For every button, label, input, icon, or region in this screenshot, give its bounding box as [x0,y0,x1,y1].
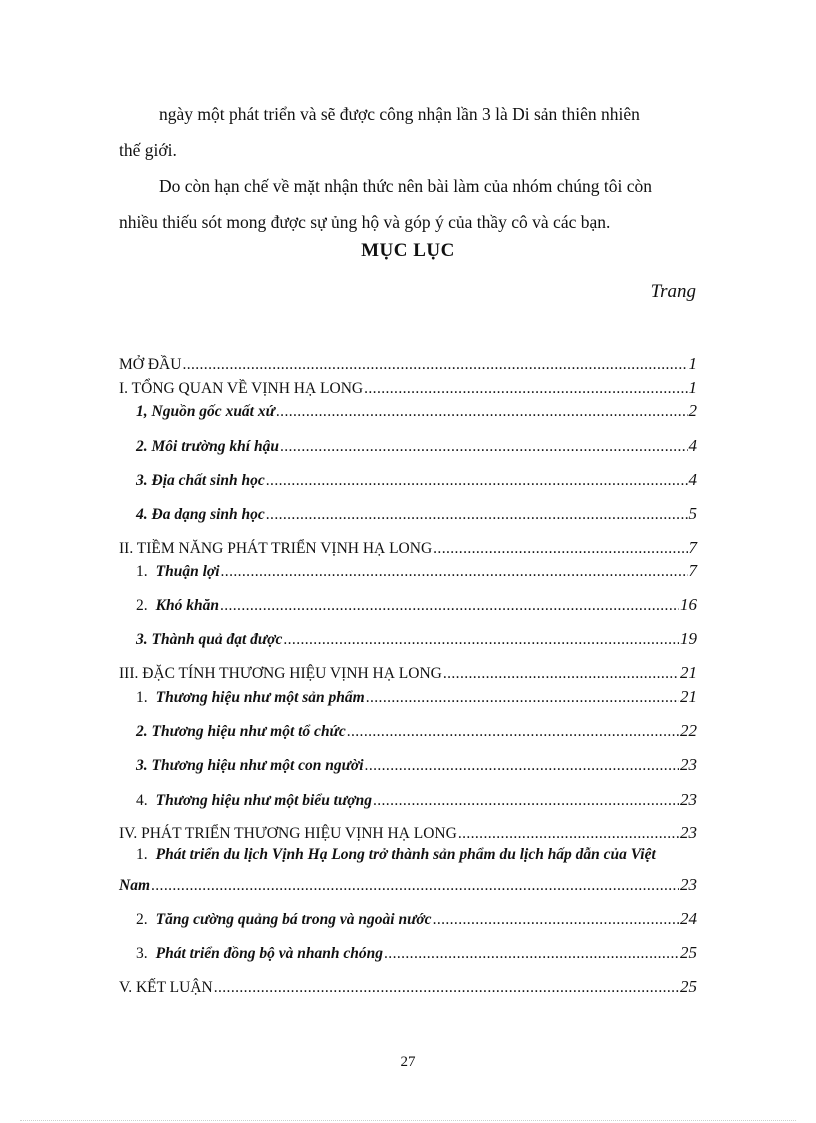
dot-leader [366,689,679,707]
toc-entry[interactable] [119,436,697,456]
toc-entry-page: 23 [680,823,697,842]
dot-leader [458,825,679,843]
intro-line: nhiều thiếu sót mong được sự ủng hộ và góp ý của thầy cô và các bạn. [119,212,611,232]
dot-leader [364,380,687,398]
toc-entry-page: 21 [680,663,697,682]
dot-leader [276,403,688,421]
toc-entry-page: 5 [688,504,697,523]
toc-entry-label: Phát triển du lịch Vịnh Hạ Long trở thành sản phẩm du lịch hấp dẫn của Việt [155,846,656,863]
intro-paragraph-1 [119,96,697,168]
toc-entry-page: 1 [688,354,697,373]
dot-leader [433,540,687,558]
toc-entry-page: 23 [680,790,697,809]
toc-entry[interactable] [119,875,697,895]
toc-entry-label: 2. Môi trường khí hậu [136,438,279,455]
toc-entry-label: III. ĐẶC TÍNH THƯƠNG HIỆU VỊNH HẠ LONG [119,665,442,682]
toc-entry[interactable] [119,663,697,683]
toc-entry-page: 21 [680,687,697,706]
page-number: 27 [400,1054,416,1070]
toc-entry[interactable] [119,595,697,615]
dot-leader [283,631,679,649]
toc-entry-label: Phát triển đồng bộ và nhanh chóng [155,945,384,962]
dot-leader [151,877,679,895]
toc-entry-label: Thương hiệu như một biểu tượng [155,792,372,809]
dot-leader [433,911,679,929]
toc-entry-number: 3. [136,945,148,962]
toc-entry-label: Khó khăn [155,597,219,614]
dot-leader [365,757,679,775]
toc-entry-label: 4. Đa dạng sinh học [136,506,265,523]
toc-entry-label: II. TIỀM NĂNG PHÁT TRIỂN VỊNH HẠ LONG [119,540,433,557]
toc-entry-label: Thương hiệu như một sản phẩm [155,689,365,706]
toc-entry[interactable] [119,909,697,929]
toc-entry[interactable] [119,401,697,421]
toc-entry-label: I. TỔNG QUAN VỀ VỊNH HẠ LONG [119,380,364,397]
toc-entry-number: 1. [136,563,148,580]
toc-entry-page: 23 [680,875,697,894]
toc-page-label: Trang [650,281,696,302]
toc-entry-page: 4 [688,436,697,455]
toc-entry[interactable] [119,470,697,490]
toc-entry[interactable] [119,354,697,374]
intro-paragraph-2 [119,168,697,240]
toc-entry-label: MỞ ĐẦU [119,356,182,373]
toc-entry-label: Thuận lợi [155,563,220,580]
dot-leader [384,945,679,963]
toc-entry-label: 3. Thành quả đạt được [136,631,283,648]
toc-entry-label: 2. Thương hiệu như một tổ chức [136,723,346,740]
toc-entry-label-first-line[interactable] [136,846,656,864]
dot-leader [266,472,688,490]
toc-entry-number: 1. [136,846,148,863]
toc-entry[interactable] [119,943,697,963]
dot-leader [220,597,679,615]
toc-title: MỤC LỤC [361,240,455,261]
toc-entry-label-continuation: Nam [119,877,150,894]
toc-entry[interactable] [119,977,697,997]
page-bottom-divider [20,1120,796,1121]
toc-entry[interactable] [119,755,697,775]
toc-entry-page: 25 [680,977,697,996]
toc-entry-page: 4 [688,470,697,489]
dot-leader [280,438,688,456]
toc-entry-label: V. KẾT LUẬN [119,979,213,996]
toc-entry-page: 19 [680,629,697,648]
dot-leader [214,979,679,997]
toc-entry-label: IV. PHÁT TRIỂN THƯƠNG HIỆU VỊNH HẠ LONG [119,825,457,842]
toc-entry-page: 16 [680,595,697,614]
toc-entry-page: 1 [688,378,697,397]
toc-entry-number: 2. [136,597,148,614]
toc-entry-label: 1, Nguồn gốc xuất xứ [136,403,275,420]
dot-leader [182,356,687,374]
toc-entry[interactable] [119,538,697,558]
toc-entry-page: 22 [680,721,697,740]
toc-entry-page: 2 [688,401,697,420]
toc-entry-page: 7 [688,561,697,580]
intro-line: thế giới. [119,140,177,160]
toc-entry[interactable] [119,378,697,398]
toc-entry-label: 3. Địa chất sinh học [136,472,265,489]
toc-entry[interactable] [119,561,697,581]
dot-leader [266,506,688,524]
toc-entry-number: 4. [136,792,148,809]
toc-entry[interactable] [119,504,697,524]
intro-line: Do còn hạn chế về mặt nhận thức nên bài làm của nhóm chúng tôi còn [159,176,653,196]
dot-leader [347,723,679,741]
toc-entry-label: Tăng cường quảng bá trong và ngoài nước [155,911,432,928]
toc-entry-number: 2. [136,911,148,928]
toc-entry-label: 3. Thương hiệu như một con người [136,757,364,774]
intro-line: ngày một phát triển và sẽ được công nhận lần 3 là Di sản thiên nhiên [159,104,640,124]
toc-entry[interactable] [119,721,697,741]
toc-entry-page: 24 [680,909,697,928]
dot-leader [373,792,679,810]
toc-entry[interactable] [119,629,697,649]
dot-leader [443,665,679,683]
toc-entry-page: 23 [680,755,697,774]
toc-entry[interactable] [119,687,697,707]
toc-entry[interactable] [119,823,697,843]
toc-entry-page: 7 [688,538,697,557]
toc-entry-page: 25 [680,943,697,962]
toc-entry[interactable] [119,790,697,810]
dot-leader [221,563,688,581]
toc-entry-number: 1. [136,689,148,706]
